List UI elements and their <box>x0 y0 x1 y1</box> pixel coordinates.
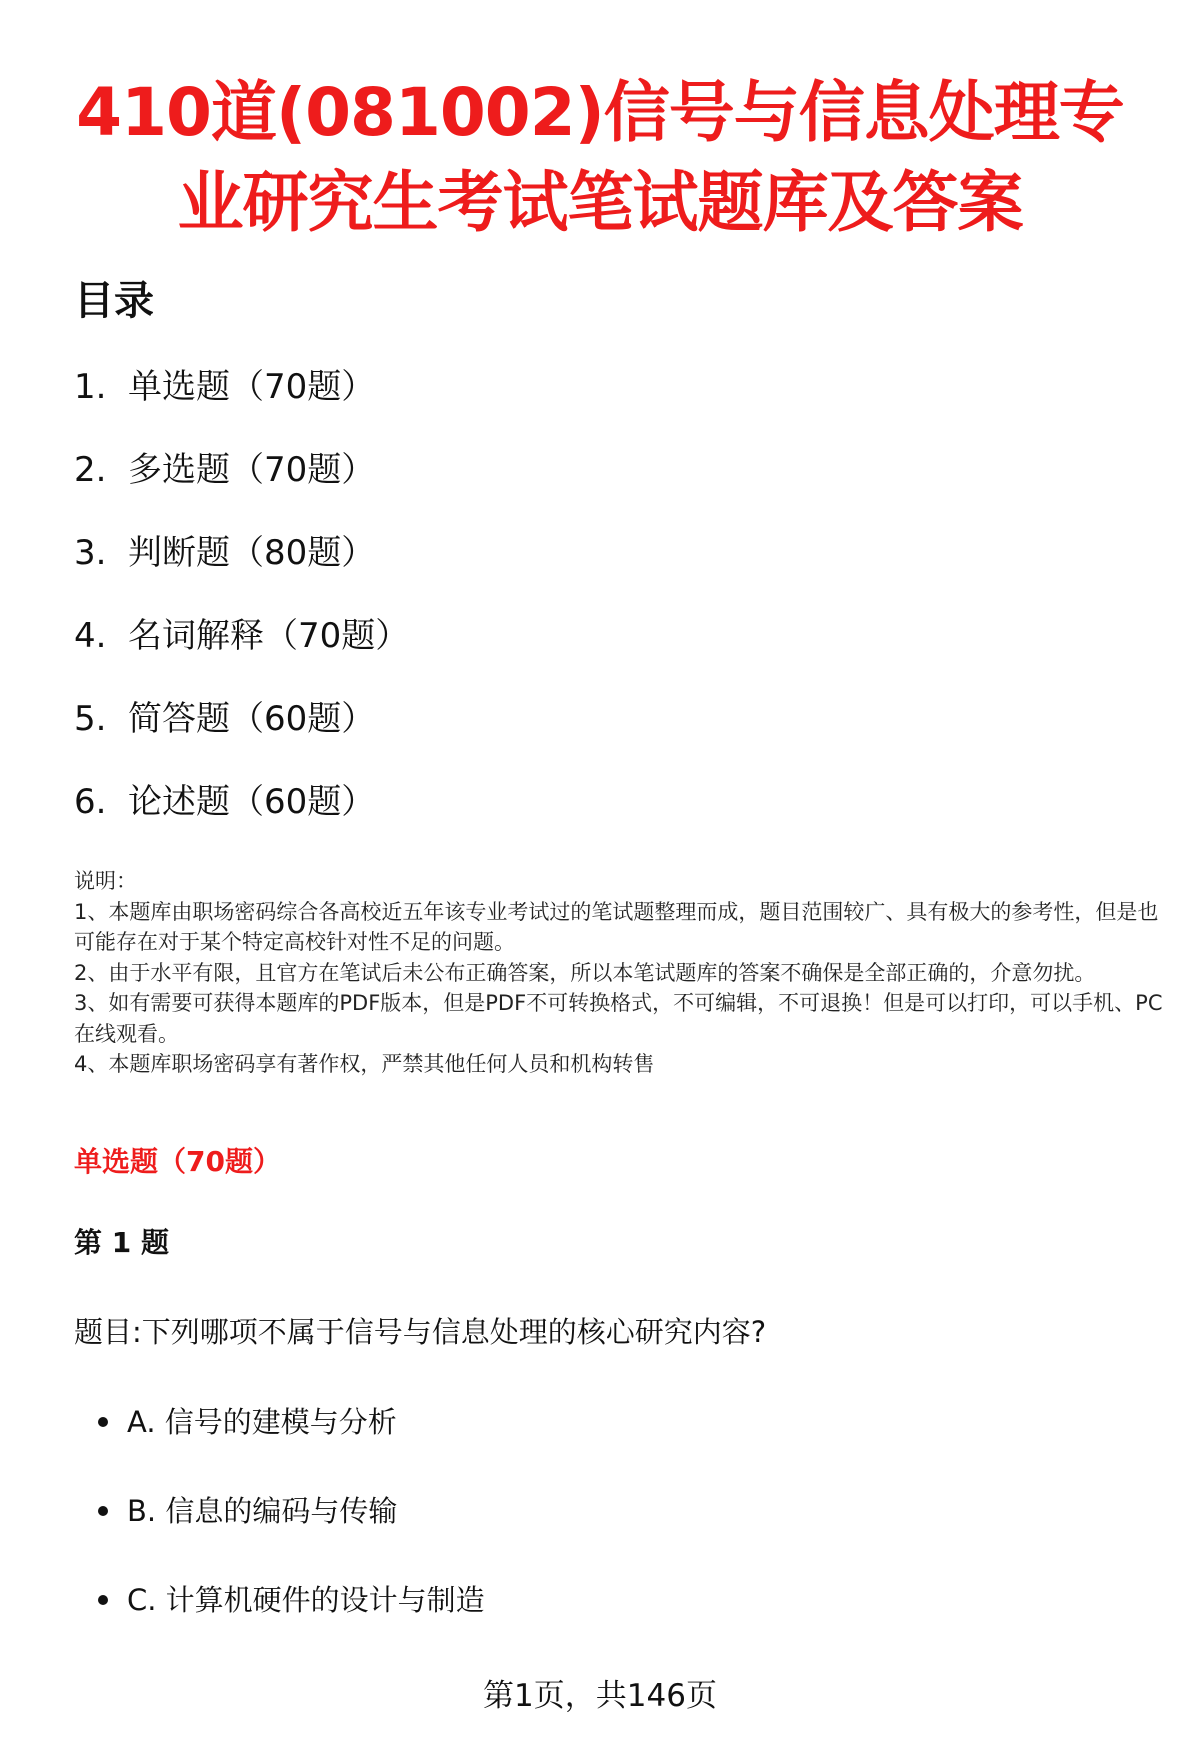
option-text: B. 信息的编码与传输 <box>127 1494 398 1528</box>
toc-item[interactable] <box>74 448 409 531</box>
notes-heading: 说明： <box>74 869 137 893</box>
bullet-icon <box>98 1506 108 1516</box>
toc-item-label: 简答题（60题） <box>128 699 376 739</box>
toc-item-number: 2. <box>74 450 107 490</box>
toc-item-label: 名词解释（70题） <box>128 616 410 656</box>
note-item: 2、由于水平有限，且官方在笔试后未公布正确答案，所以本笔试题库的答案不确保是全部正确的，介意勿扰。 <box>74 960 1096 985</box>
toc-item[interactable] <box>74 365 409 448</box>
note-item: 4、本题库职场密码享有著作权，严禁其他任何人员和机构转售 <box>74 1052 655 1076</box>
option-item <box>98 1581 485 1670</box>
toc-item[interactable] <box>74 614 409 697</box>
question-number: 第 1 题 <box>74 1226 169 1259</box>
option-item <box>98 1492 485 1581</box>
bullet-icon <box>98 1595 108 1605</box>
toc-item[interactable] <box>74 780 409 863</box>
toc-item-label: 多选题（70题） <box>128 450 376 490</box>
note-item: 3、如有需要可获得本题库的PDF版本，但是PDF不可转换格式，不可编辑，不可退换！但是可以打印，可以手机、PC在线观看。 <box>74 991 1163 1046</box>
page-footer: 第1页，共146页 <box>483 1678 717 1714</box>
question-text: 题目:下列哪项不属于信号与信息处理的核心研究内容? <box>74 1315 767 1349</box>
option-text: A. 信号的建模与分析 <box>127 1405 397 1439</box>
option-list <box>98 1403 485 1670</box>
bullet-icon <box>98 1417 108 1427</box>
toc-item-number: 4. <box>74 616 107 656</box>
note-item: 1、本题库由职场密码综合各高校近五年该专业考试过的笔试题整理而成，题目范围较广、具有极大的参考性，但是也可能存在对于某个特定高校针对性不足的问题。 <box>74 899 1159 954</box>
toc-list <box>74 365 409 863</box>
toc-item-label: 判断题（80题） <box>128 533 376 573</box>
toc-item-number: 1. <box>74 367 107 407</box>
notes-block <box>74 866 1164 1080</box>
document-title: 410道(081002)信号与信息处理专业研究生考试笔试题库及答案 <box>76 74 1124 241</box>
option-text: C. 计算机硬件的设计与制造 <box>127 1583 485 1617</box>
toc-item-number: 5. <box>74 699 107 739</box>
toc-item-number: 6. <box>74 782 107 822</box>
toc-item[interactable] <box>74 697 409 780</box>
toc-item-label: 论述题（60题） <box>128 782 376 822</box>
toc-item[interactable] <box>74 531 409 614</box>
toc-item-number: 3. <box>74 533 107 573</box>
section-title: 单选题（70题） <box>74 1145 281 1178</box>
option-item <box>98 1403 485 1492</box>
toc-item-label: 单选题（70题） <box>128 367 376 407</box>
toc-heading: 目录 <box>74 278 154 324</box>
